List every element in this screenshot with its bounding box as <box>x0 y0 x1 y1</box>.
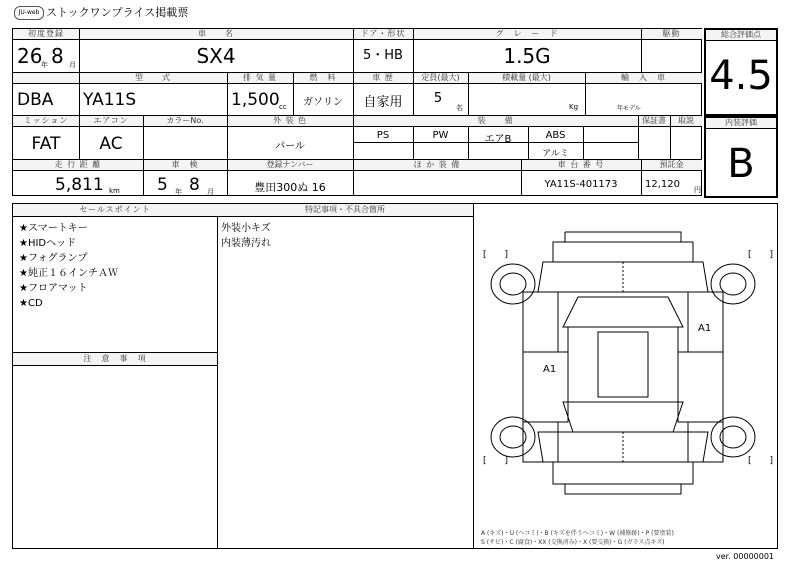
header-aircon: エアコン <box>93 116 129 125</box>
damage-legend-line1: A (キズ)・U (ヘコミ)・B (キズを伴うヘコミ)・W (補修跡)・P (要塗装) <box>481 530 674 537</box>
bracket-right-top: [ ] <box>748 250 774 260</box>
header-chassis-no: 車 台 番 号 <box>557 160 605 169</box>
mileage-unit: km <box>109 187 120 195</box>
fuel-value: ガソリン <box>303 97 343 108</box>
car-name-value: SX4 <box>196 44 236 68</box>
sales-point-item: ★純正１６インチＡＷ <box>19 268 118 279</box>
equip-ps: PS <box>376 130 390 141</box>
load-unit: Kg <box>569 103 579 111</box>
special-note-item: 内装薄汚れ <box>221 238 271 249</box>
model-value: YA11S <box>83 90 137 110</box>
displacement-unit: cc <box>279 103 287 111</box>
category-value: 自家用 <box>363 95 403 110</box>
header-exterior-color: 外 装 色 <box>272 116 308 125</box>
equip-airbag: エアB <box>484 134 512 145</box>
first-reg-month: 8 <box>51 44 64 68</box>
sales-point-item: ★フロアマット <box>19 283 88 294</box>
aircon-value: AC <box>99 134 123 154</box>
header-plate: 登録ナンバー <box>266 160 314 169</box>
first-reg-month-unit: 月 <box>69 61 76 69</box>
header-load: 積載量 (最大) <box>502 73 551 82</box>
header-inspection: 車 検 <box>171 160 199 169</box>
header-overall-score: 総合評価点 <box>706 30 776 41</box>
door-shape-value: 5・HB <box>363 48 403 63</box>
exterior-color-value: パール <box>275 141 305 152</box>
bottom-section <box>12 203 778 549</box>
header-equipment: 装 備 <box>477 116 514 125</box>
inspection-month-unit: 月 <box>207 188 214 196</box>
bracket-left-bottom: [ ] <box>483 456 509 466</box>
header-fuel: 燃 料 <box>309 73 337 82</box>
car-damage-diagram <box>483 222 773 522</box>
header-car-name: 車 名 <box>198 29 234 38</box>
price-value: 12,120 <box>645 179 680 190</box>
bracket-left-top: [ ] <box>483 250 509 260</box>
page-title: ストックワンプライス掲載票 <box>46 6 189 19</box>
first-reg-year: 26 <box>17 44 43 68</box>
brand-logo: JU-web <box>14 6 44 20</box>
overall-score-value: 4.5 <box>709 53 773 99</box>
header-color-no: カラーNo. <box>166 116 204 125</box>
header-warranty: 保証書 <box>642 116 666 125</box>
capacity-unit: 名 <box>456 104 463 112</box>
header-sales-points: セールスポイント <box>79 205 151 214</box>
spec-table <box>12 28 702 196</box>
header-mission: ミッション <box>23 116 69 125</box>
equip-abs: ABS <box>545 130 566 141</box>
price-unit: 円 <box>694 186 701 194</box>
header-special-notes: 特記事項・不具合箇所 <box>305 205 385 214</box>
special-note-item: 外装小キズ <box>221 223 271 234</box>
equip-pw: PW <box>432 130 449 141</box>
interior-score-value: B <box>727 141 755 187</box>
sales-point-item: ★スマートキー <box>19 223 88 234</box>
header-category: 車 歴 <box>372 73 394 82</box>
sales-point-item: ★HIDヘッド <box>19 238 77 249</box>
grade-value: 1.5G <box>503 44 551 68</box>
import-unit: 年モデル <box>617 105 641 112</box>
capacity-value: 5 <box>433 91 443 106</box>
header-other-equipment: ほ か 装 備 <box>413 160 461 169</box>
equip-alumi: アルミ <box>542 149 569 159</box>
inspection-year-unit: 年 <box>175 188 182 196</box>
overall-score-box <box>704 28 778 116</box>
damage-mark-right: A1 <box>698 323 712 334</box>
first-reg-year-unit: 年 <box>41 61 48 69</box>
version-label: ver. 00000001 <box>716 552 775 561</box>
chassis-no-value: YA11S-401173 <box>544 179 618 190</box>
model-prefix-value: DBA <box>17 90 54 110</box>
header-caution: 注 意 事 項 <box>83 354 147 363</box>
bracket-right-bottom: [ ] <box>748 456 774 466</box>
header-manual: 取説 <box>678 116 694 125</box>
mileage-value: 5,811 <box>55 175 104 195</box>
inspection-month: 8 <box>189 175 200 195</box>
header-door-shape: ドア・形状 <box>360 29 406 38</box>
header-model: 型 式 <box>135 73 171 82</box>
header-interior-score: 内装評価 <box>706 118 776 129</box>
header-first-reg: 初度登録 <box>28 29 64 38</box>
header-mileage: 走 行 距 離 <box>54 160 102 169</box>
inspection-year: 5 <box>157 175 168 195</box>
header-displacement: 排 気 量 <box>242 73 278 82</box>
header-drive: 駆動 <box>662 29 681 38</box>
damage-legend-line2: S (サビ)・C (腐食)・XX (交換済み)・X (要交換)・G (ガラス点キズ) <box>481 539 665 546</box>
sales-point-item: ★フォグランプ <box>19 253 88 264</box>
plate-value: 豊田300ぬ 16 <box>254 181 326 194</box>
header-capacity: 定員(最大) <box>421 73 460 82</box>
displacement-value: 1,500 <box>231 90 280 110</box>
header-import: 輸 入 車 <box>621 73 666 82</box>
header-price: 預託金 <box>659 160 684 169</box>
sales-point-item: ★CD <box>19 298 43 309</box>
damage-mark-left: A1 <box>543 364 557 375</box>
mission-value: FAT <box>31 134 61 154</box>
interior-score-box <box>704 116 778 198</box>
header-grade: グ レ ー ド <box>495 29 559 38</box>
